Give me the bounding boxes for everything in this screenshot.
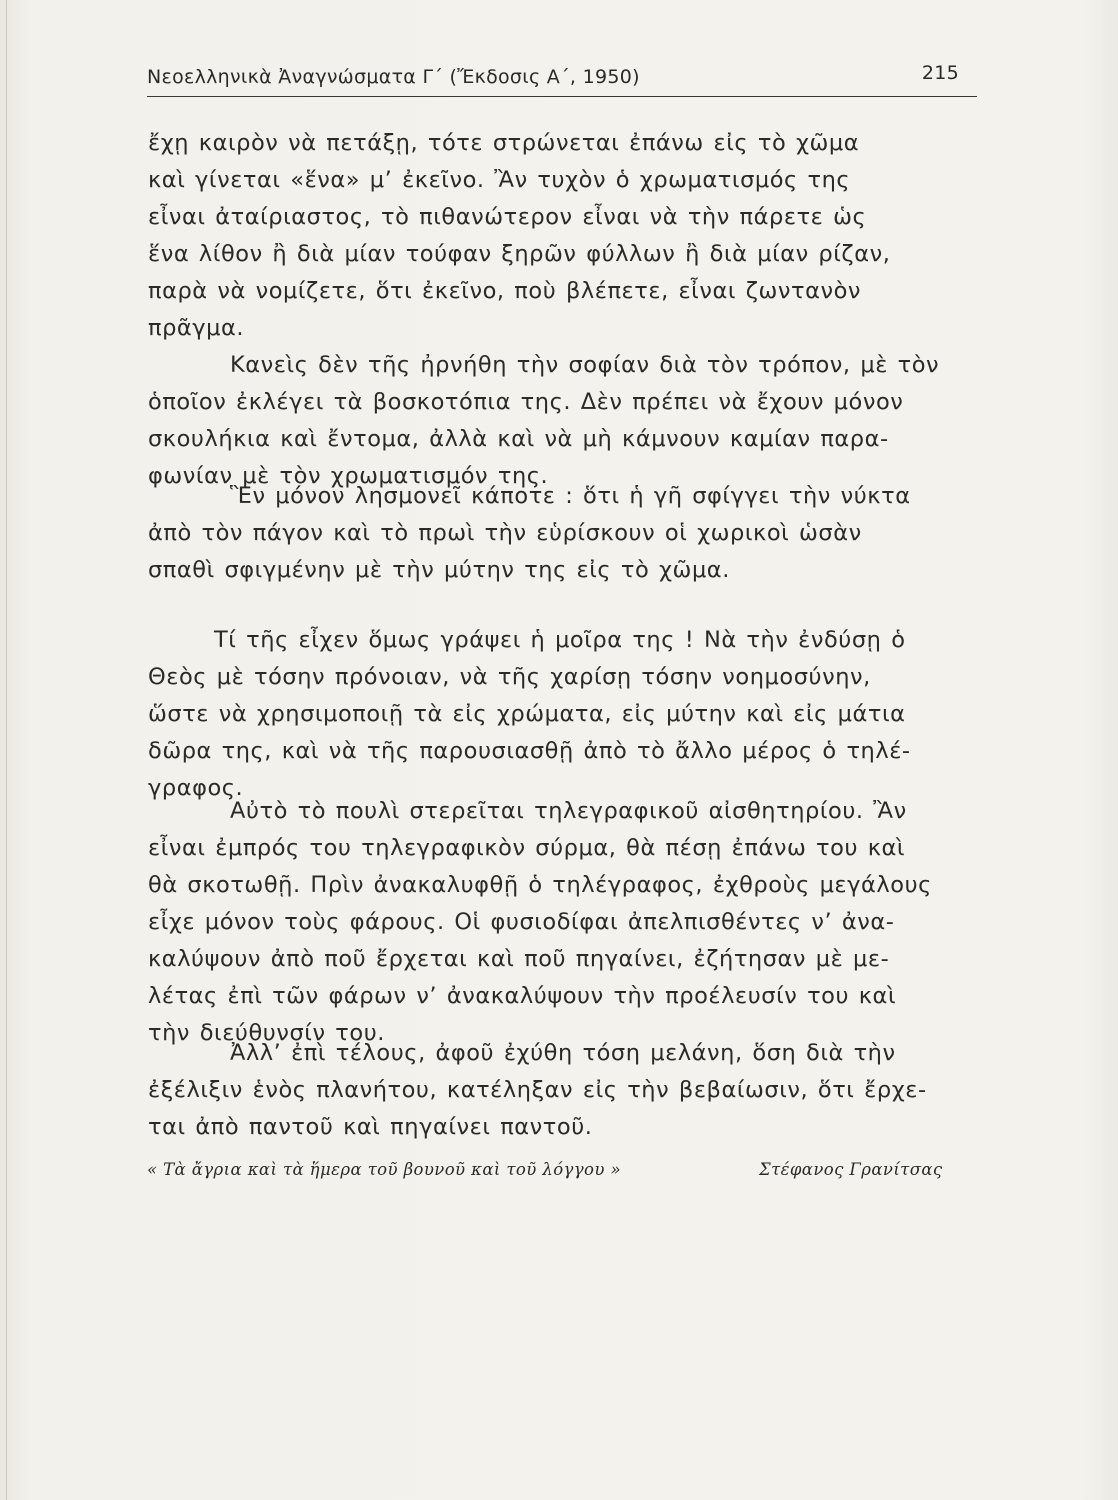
text-line: φωνίαν μὲ τὸν χρωματισμόν της. bbox=[148, 463, 549, 489]
author-name: Στέφανος Γρανίτσας bbox=[759, 1160, 943, 1179]
text-line: Ἀλλ’ ἐπὶ τέλους, ἀφοῦ ἐχύθη τόση μελάνη, ὅση διὰ τὴν bbox=[230, 1040, 896, 1066]
source-title: « Τὰ ἄγρια καὶ τὰ ἥμερα τοῦ βουνοῦ καὶ τοῦ λόγγου » bbox=[147, 1160, 621, 1179]
text-line: Τί τῆς εἶχεν ὅμως γράψει ἡ μοῖρα της ! Νὰ τὴν ἐνδύσῃ ὁ bbox=[214, 627, 906, 653]
text-line: Αὐτὸ τὸ πουλὶ στερεῖται τηλεγραφικοῦ αἰσθητηρίου. Ἂν bbox=[230, 798, 907, 824]
text-line: Ἓν μόνον λησμονεῖ κάποτε : ὅτι ἡ γῆ σφίγγει τὴν νύκτα bbox=[230, 483, 911, 509]
header-rule bbox=[147, 96, 977, 97]
source-attribution bbox=[147, 1160, 977, 1186]
text-line: σκουλήκια καὶ ἔντομα, ἀλλὰ καὶ νὰ μὴ κάμνουν καμίαν παρα- bbox=[148, 426, 889, 452]
page-gutter bbox=[6, 0, 7, 1500]
text-line: ὁποῖον ἐκλέγει τὰ βοσκοτόπια της. Δὲν πρέπει νὰ ἔχουν μόνον bbox=[148, 389, 904, 415]
header-title: Νεοελληνικὰ Ἀναγνώσματα Γ΄ (Ἔκδοσις Α΄, 1950) bbox=[147, 66, 640, 88]
text-line: δῶρα της, καὶ νὰ τῆς παρουσιασθῇ ἀπὸ τὸ ἄλλο μέρος ὁ τηλέ- bbox=[148, 738, 911, 764]
text-line: ἕνα λίθον ἢ διὰ μίαν τούφαν ξηρῶν φύλλων ἢ διὰ μίαν ρίζαν, bbox=[148, 241, 891, 267]
text-line: ἔχῃ καιρὸν νὰ πετάξῃ, τότε στρώνεται ἐπάνω εἰς τὸ χῶμα bbox=[148, 130, 860, 156]
text-line: τὴν διεύθυνσίν του. bbox=[148, 1020, 385, 1046]
page-number: 215 bbox=[921, 62, 959, 84]
text-line: πρᾶγμα. bbox=[148, 315, 245, 341]
text-line: θὰ σκοτωθῇ. Πρὶν ἀνακαλυφθῇ ὁ τηλέγραφος, ἐχθροὺς μεγάλους bbox=[148, 872, 932, 898]
text-line: ἀπὸ τὸν πάγον καὶ τὸ πρωὶ τὴν εὑρίσκουν οἱ χωρικοὶ ὡσὰν bbox=[148, 520, 862, 546]
text-line: εἶχε μόνον τοὺς φάρους. Οἱ φυσιοδίφαι ἀπελπισθέντες ν’ ἀνα- bbox=[148, 909, 895, 935]
text-line: Θεὸς μὲ τόσην πρόνοιαν, νὰ τῆς χαρίσῃ τόσην νοημοσύνην, bbox=[148, 664, 871, 690]
text-line: Κανεὶς δὲν τῆς ἠρνήθη τὴν σοφίαν διὰ τὸν τρόπον, μὲ τὸν bbox=[230, 352, 940, 378]
text-line: εἶναι ἐμπρός του τηλεγραφικὸν σύρμα, θὰ πέσῃ ἐπάνω του καὶ bbox=[148, 835, 906, 861]
running-header bbox=[147, 62, 977, 96]
text-line: παρὰ νὰ νομίζετε, ὅτι ἐκεῖνο, ποὺ βλέπετε, εἶναι ζωντανὸν bbox=[148, 278, 862, 304]
text-line: ὥστε νὰ χρησιμοποιῇ τὰ εἰς χρώματα, εἰς μύτην καὶ εἰς μάτια bbox=[148, 701, 906, 727]
text-line: ἐξέλιξιν ἑνὸς πλανήτου, κατέληξαν εἰς τὴν βεβαίωσιν, ὅτι ἔρχε- bbox=[148, 1077, 927, 1103]
text-line: γραφος. bbox=[148, 775, 244, 801]
text-line: εἶναι ἀταίριαστος, τὸ πιθανώτερον εἶναι νὰ τὴν πάρετε ὡς bbox=[148, 204, 867, 230]
text-line: σπαθὶ σφιγμένην μὲ τὴν μύτην της εἰς τὸ χῶμα. bbox=[148, 557, 730, 583]
text-line: λέτας ἐπὶ τῶν φάρων ν’ ἀνακαλύψουν τὴν προέλευσίν του καὶ bbox=[148, 983, 897, 1009]
text-line: καλύψουν ἀπὸ ποῦ ἔρχεται καὶ ποῦ πηγαίνει, ἐζήτησαν μὲ με- bbox=[148, 946, 890, 972]
text-line: καὶ γίνεται «ἕνα» μ’ ἐκεῖνο. Ἂν τυχὸν ὁ χρωματισμός της bbox=[148, 167, 851, 193]
text-line: ται ἀπὸ παντοῦ καὶ πηγαίνει παντοῦ. bbox=[148, 1114, 593, 1140]
